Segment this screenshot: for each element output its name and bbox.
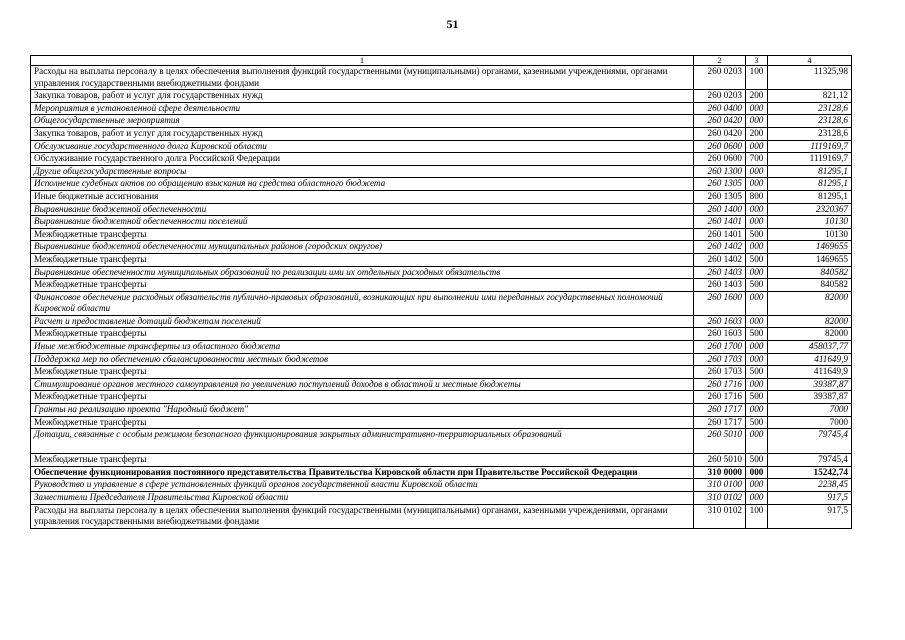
row-sum-cell: 411649,9 bbox=[768, 353, 852, 366]
row-code-cell: 310 0000 bbox=[694, 466, 746, 479]
row-sum-cell: 2238,45 bbox=[768, 479, 852, 492]
row-sum-cell: 411649,9 bbox=[768, 366, 852, 379]
row-sum-cell: 10130 bbox=[768, 216, 852, 229]
table-row bbox=[31, 127, 852, 140]
row-code-cell: 260 1700 bbox=[694, 341, 746, 354]
row-type-cell: 000 bbox=[746, 479, 768, 492]
table-row bbox=[31, 178, 852, 191]
table-row bbox=[31, 266, 852, 279]
row-type-cell: 100 bbox=[746, 504, 768, 528]
table-row bbox=[31, 353, 852, 366]
row-sum-cell: 2320367 bbox=[768, 203, 852, 216]
row-sum-cell: 79745,4 bbox=[768, 454, 852, 467]
row-code-cell: 260 1703 bbox=[694, 366, 746, 379]
row-code-cell: 260 1603 bbox=[694, 328, 746, 341]
row-sum-cell: 82000 bbox=[768, 315, 852, 328]
row-type-cell: 100 bbox=[746, 66, 768, 90]
row-code-cell: 260 1403 bbox=[694, 279, 746, 292]
row-type-cell: 000 bbox=[746, 492, 768, 505]
table-row bbox=[31, 190, 852, 203]
row-code-cell: 260 5010 bbox=[694, 454, 746, 467]
header-col-1: 1 bbox=[31, 56, 694, 66]
row-type-cell: 700 bbox=[746, 153, 768, 166]
row-name-cell: Межбюджетные трансферты bbox=[31, 416, 694, 429]
row-code-cell: 260 1401 bbox=[694, 228, 746, 241]
row-code-cell: 260 1717 bbox=[694, 416, 746, 429]
budget-table-body bbox=[31, 56, 852, 529]
row-code-cell: 260 0600 bbox=[694, 140, 746, 153]
row-sum-cell: 917,5 bbox=[768, 492, 852, 505]
row-type-cell: 000 bbox=[746, 378, 768, 391]
row-type-cell: 000 bbox=[746, 241, 768, 254]
row-code-cell: 310 0102 bbox=[694, 504, 746, 528]
row-code-cell: 260 0203 bbox=[694, 66, 746, 90]
row-name-cell: Гранты на реализацию проекта "Народный бюджет" bbox=[31, 404, 694, 417]
row-name-cell: Закупка товаров, работ и услуг для государственных нужд bbox=[31, 90, 694, 103]
row-sum-cell: 23128,6 bbox=[768, 102, 852, 115]
row-sum-cell: 1119169,7 bbox=[768, 153, 852, 166]
row-name-cell: Выравнивание бюджетной обеспеченности bbox=[31, 203, 694, 216]
row-name-cell: Иные бюджетные ассигнования bbox=[31, 190, 694, 203]
row-sum-cell: 840582 bbox=[768, 279, 852, 292]
table-row bbox=[31, 466, 852, 479]
row-sum-cell: 1469655 bbox=[768, 241, 852, 254]
row-code-cell: 260 5010 bbox=[694, 429, 746, 454]
table-header-row bbox=[31, 56, 852, 66]
row-name-cell: Выравнивание бюджетной обеспеченности муниципальных районов (городских округов) bbox=[31, 241, 694, 254]
row-name-cell: Обслуживание государственного долга Кировской области bbox=[31, 140, 694, 153]
row-sum-cell: 1469655 bbox=[768, 253, 852, 266]
row-type-cell: 000 bbox=[746, 102, 768, 115]
row-code-cell: 260 0420 bbox=[694, 115, 746, 128]
row-type-cell: 500 bbox=[746, 416, 768, 429]
row-code-cell: 260 1300 bbox=[694, 165, 746, 178]
row-code-cell: 260 0203 bbox=[694, 90, 746, 103]
row-code-cell: 260 0600 bbox=[694, 153, 746, 166]
row-name-cell: Мероприятия в установленной сфере деятельности bbox=[31, 102, 694, 115]
row-type-cell: 000 bbox=[746, 291, 768, 315]
row-type-cell: 500 bbox=[746, 279, 768, 292]
row-name-cell: Стимулирование органов местного самоуправления по увеличению поступлений доходов в областной и местные бюджеты bbox=[31, 378, 694, 391]
row-sum-cell: 1119169,7 bbox=[768, 140, 852, 153]
page-number: 51 bbox=[446, 17, 459, 31]
row-type-cell: 500 bbox=[746, 253, 768, 266]
table-row bbox=[31, 378, 852, 391]
table-row bbox=[31, 279, 852, 292]
row-name-cell: Руководство и управление в сфере установленных функций органов государственной власти Кировской области bbox=[31, 479, 694, 492]
row-code-cell: 260 1305 bbox=[694, 178, 746, 191]
table-row bbox=[31, 153, 852, 166]
table-row bbox=[31, 479, 852, 492]
table-row bbox=[31, 165, 852, 178]
table-row bbox=[31, 241, 852, 254]
table-row bbox=[31, 115, 852, 128]
row-name-cell: Межбюджетные трансферты bbox=[31, 328, 694, 341]
row-type-cell: 000 bbox=[746, 115, 768, 128]
table-row bbox=[31, 140, 852, 153]
row-type-cell: 200 bbox=[746, 90, 768, 103]
row-code-cell: 260 1402 bbox=[694, 253, 746, 266]
row-name-cell: Закупка товаров, работ и услуг для государственных нужд bbox=[31, 127, 694, 140]
table-row bbox=[31, 203, 852, 216]
table-row bbox=[31, 253, 852, 266]
row-sum-cell: 10130 bbox=[768, 228, 852, 241]
row-code-cell: 260 0400 bbox=[694, 102, 746, 115]
row-code-cell: 260 1401 bbox=[694, 216, 746, 229]
row-code-cell: 260 1717 bbox=[694, 404, 746, 417]
row-name-cell: Межбюджетные трансферты bbox=[31, 391, 694, 404]
row-name-cell: Обслуживание государственного долга Российской Федерации bbox=[31, 153, 694, 166]
table-row bbox=[31, 315, 852, 328]
table-row bbox=[31, 429, 852, 454]
row-type-cell: 000 bbox=[746, 165, 768, 178]
budget-table bbox=[30, 55, 852, 529]
table-row bbox=[31, 66, 852, 90]
table-row bbox=[31, 228, 852, 241]
table-row bbox=[31, 492, 852, 505]
table-row bbox=[31, 416, 852, 429]
row-sum-cell: 15242,74 bbox=[768, 466, 852, 479]
row-name-cell: Общегосударственные мероприятия bbox=[31, 115, 694, 128]
row-type-cell: 000 bbox=[746, 353, 768, 366]
row-type-cell: 000 bbox=[746, 466, 768, 479]
row-type-cell: 000 bbox=[746, 178, 768, 191]
row-name-cell: Финансовое обеспечение расходных обязательств публично-правовых образований, возникающих при выполнении ими переданных государственных полномочий Кировской области bbox=[31, 291, 694, 315]
row-code-cell: 260 1400 bbox=[694, 203, 746, 216]
row-code-cell: 260 1603 bbox=[694, 315, 746, 328]
row-code-cell: 260 1402 bbox=[694, 241, 746, 254]
row-sum-cell: 39387,87 bbox=[768, 391, 852, 404]
row-sum-cell: 81295,1 bbox=[768, 190, 852, 203]
header-col-4: 4 bbox=[768, 56, 852, 66]
row-type-cell: 000 bbox=[746, 216, 768, 229]
table-row bbox=[31, 504, 852, 528]
row-name-cell: Иные межбюджетные трансферты из областного бюджета bbox=[31, 341, 694, 354]
table-row bbox=[31, 216, 852, 229]
row-sum-cell: 81295,1 bbox=[768, 178, 852, 191]
row-code-cell: 260 1305 bbox=[694, 190, 746, 203]
row-type-cell: 000 bbox=[746, 203, 768, 216]
row-name-cell: Расходы на выплаты персоналу в целях обеспечения выполнения функций государственными (муниципальными) органами, казенными учреждениями, органами управления государственными внебюджетными фондами bbox=[31, 66, 694, 90]
table-row bbox=[31, 404, 852, 417]
row-sum-cell: 82000 bbox=[768, 328, 852, 341]
table-row bbox=[31, 366, 852, 379]
row-name-cell: Другие общегосударственные вопросы bbox=[31, 165, 694, 178]
row-code-cell: 260 1703 bbox=[694, 353, 746, 366]
table-row bbox=[31, 454, 852, 467]
row-name-cell: Расчет и предоставление дотаций бюджетам поселений bbox=[31, 315, 694, 328]
row-code-cell: 260 0420 bbox=[694, 127, 746, 140]
row-sum-cell: 917,5 bbox=[768, 504, 852, 528]
row-sum-cell: 458037,77 bbox=[768, 341, 852, 354]
row-code-cell: 260 1716 bbox=[694, 378, 746, 391]
row-sum-cell: 23128,6 bbox=[768, 115, 852, 128]
row-type-cell: 200 bbox=[746, 127, 768, 140]
table-row bbox=[31, 90, 852, 103]
row-name-cell: Межбюджетные трансферты bbox=[31, 279, 694, 292]
row-type-cell: 500 bbox=[746, 328, 768, 341]
row-name-cell: Выравнивание обеспеченности муниципальных образований по реализации ими их отдельных расходных обязательств bbox=[31, 266, 694, 279]
table-row bbox=[31, 291, 852, 315]
row-sum-cell: 821,12 bbox=[768, 90, 852, 103]
row-sum-cell: 11325,98 bbox=[768, 66, 852, 90]
row-name-cell: Дотации, связанные с особым режимом безопасного функционирования закрытых административно-территориальных образований bbox=[31, 429, 694, 454]
row-name-cell: Межбюджетные трансферты bbox=[31, 454, 694, 467]
header-col-3: 3 bbox=[746, 56, 768, 66]
row-sum-cell: 82000 bbox=[768, 291, 852, 315]
row-name-cell: Межбюджетные трансферты bbox=[31, 228, 694, 241]
row-type-cell: 000 bbox=[746, 315, 768, 328]
row-name-cell: Заместители Председателя Правительства Кировской области bbox=[31, 492, 694, 505]
row-type-cell: 500 bbox=[746, 366, 768, 379]
row-code-cell: 260 1600 bbox=[694, 291, 746, 315]
row-type-cell: 800 bbox=[746, 190, 768, 203]
table-row bbox=[31, 102, 852, 115]
row-name-cell: Выравнивание бюджетной обеспеченности поселений bbox=[31, 216, 694, 229]
table-row bbox=[31, 341, 852, 354]
row-name-cell: Исполнение судебных актов по обращению взыскания на средства областного бюджета bbox=[31, 178, 694, 191]
row-sum-cell: 81295,1 bbox=[768, 165, 852, 178]
row-sum-cell: 7000 bbox=[768, 404, 852, 417]
row-type-cell: 500 bbox=[746, 228, 768, 241]
row-code-cell: 310 0100 bbox=[694, 479, 746, 492]
row-sum-cell: 23128,6 bbox=[768, 127, 852, 140]
row-type-cell: 500 bbox=[746, 454, 768, 467]
row-name-cell: Поддержка мер по обеспечению сбалансированности местных бюджетов bbox=[31, 353, 694, 366]
row-code-cell: 310 0102 bbox=[694, 492, 746, 505]
row-code-cell: 260 1403 bbox=[694, 266, 746, 279]
header-col-2: 2 bbox=[694, 56, 746, 66]
row-type-cell: 000 bbox=[746, 266, 768, 279]
row-sum-cell: 7000 bbox=[768, 416, 852, 429]
row-sum-cell: 39387,87 bbox=[768, 378, 852, 391]
row-type-cell: 000 bbox=[746, 140, 768, 153]
row-name-cell: Межбюджетные трансферты bbox=[31, 253, 694, 266]
table-row bbox=[31, 328, 852, 341]
row-name-cell: Межбюджетные трансферты bbox=[31, 366, 694, 379]
row-sum-cell: 79745,4 bbox=[768, 429, 852, 454]
row-name-cell: Обеспечение функционирования постоянного представительства Правительства Кировской области при Правительстве Российской Федерации bbox=[31, 466, 694, 479]
row-type-cell: 000 bbox=[746, 341, 768, 354]
row-name-cell: Расходы на выплаты персоналу в целях обеспечения выполнения функций государственными (муниципальными) органами, казенными учреждениями, органами управления государственными внебюджетными фондами bbox=[31, 504, 694, 528]
row-type-cell: 000 bbox=[746, 429, 768, 454]
row-code-cell: 260 1716 bbox=[694, 391, 746, 404]
row-type-cell: 500 bbox=[746, 391, 768, 404]
row-sum-cell: 840582 bbox=[768, 266, 852, 279]
table-row bbox=[31, 391, 852, 404]
row-type-cell: 000 bbox=[746, 404, 768, 417]
